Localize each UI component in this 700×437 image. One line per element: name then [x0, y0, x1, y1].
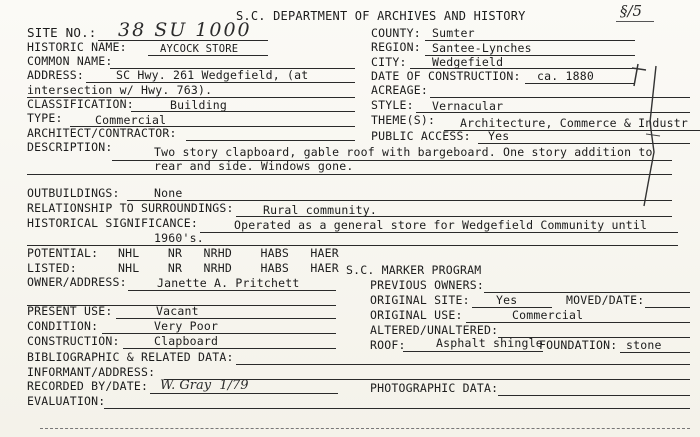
potential-options: NHL NR NRHD HABS HAER — [118, 246, 339, 260]
region-label: REGION: — [371, 40, 421, 54]
evaluation-line — [104, 408, 690, 409]
foundation-value: stone — [626, 338, 662, 352]
city-value: Wedgefield — [432, 55, 504, 69]
architect-line — [186, 140, 355, 141]
original-use-value: Commercial — [512, 308, 584, 322]
informant-label: INFORMANT/ADDRESS: — [27, 365, 156, 379]
type-label: TYPE: — [27, 111, 63, 125]
present-use-line — [116, 318, 336, 319]
moved-date-line — [645, 307, 690, 308]
relationship-label: RELATIONSHIP TO SURROUNDINGS: — [27, 201, 234, 215]
construction-value: Clapboard — [154, 334, 219, 348]
classification-line — [131, 111, 355, 112]
region-value: Santee-Lynches — [432, 41, 532, 55]
relationship-value: Rural community. — [263, 203, 377, 217]
significance-line-2: 1960's. — [154, 231, 204, 245]
date-of-construction-value: ca. 1880 — [537, 69, 594, 83]
roof-value: Asphalt shingle — [436, 336, 543, 350]
bibliographic-line — [236, 364, 690, 365]
historic-name-value: AYCOCK STORE — [160, 43, 239, 55]
description-line-2: rear and side. Windows gone. — [154, 159, 354, 173]
site-no-value: 38 SU 1000 — [118, 19, 252, 41]
card-bottom-edge — [40, 428, 690, 429]
county-value: Sumter — [432, 26, 475, 40]
evaluation-label: EVALUATION: — [27, 394, 106, 408]
style-label: STYLE: — [371, 98, 414, 112]
address-label: ADDRESS: — [27, 68, 84, 82]
handwritten-stroke-3 — [646, 134, 660, 136]
style-value: Vernacular — [432, 99, 504, 113]
handwritten-corner-mark: §/5 — [620, 2, 643, 20]
original-site-value: Yes — [496, 293, 518, 307]
bibliographic-label: BIBLIOGRAPHIC & RELATED DATA: — [27, 350, 234, 364]
relationship-line — [236, 216, 672, 217]
foundation-line — [620, 352, 690, 353]
recorded-by-line — [150, 393, 338, 394]
roof-label: ROOF: — [370, 338, 406, 352]
date-of-construction-label: DATE OF CONSTRUCTION: — [371, 69, 521, 83]
present-use-label: PRESENT USE: — [27, 304, 113, 318]
architect-label: ARCHITECT/CONTRACTOR: — [27, 126, 177, 140]
previous-owners-label: PREVIOUS OWNERS: — [370, 278, 484, 292]
description-line-1: Two story clapboard, gable roof with bargeboard. One story addition to — [154, 145, 653, 159]
card-title: S.C. DEPARTMENT OF ARCHIVES AND HISTORY — [236, 9, 526, 23]
county-label: COUNTY: — [371, 26, 421, 40]
corner-mark-underline — [616, 21, 654, 22]
owner-line — [128, 290, 336, 291]
roof-line — [403, 351, 543, 352]
site-no-label: SITE NO.: — [27, 25, 97, 40]
recorded-by-label: RECORDED BY/DATE: — [27, 379, 149, 393]
potential-label: POTENTIAL: — [27, 246, 99, 260]
photographic-label: PHOTOGRAPHIC DATA: — [370, 381, 499, 395]
construction-label: CONSTRUCTION: — [27, 334, 120, 348]
condition-line — [102, 333, 336, 334]
photographic-line — [498, 395, 690, 396]
significance-label: HISTORICAL SIGNIFICANCE: — [27, 216, 198, 230]
condition-label: CONDITION: — [27, 319, 99, 333]
city-label: CITY: — [371, 55, 407, 69]
handwritten-stroke-1 — [632, 64, 646, 86]
original-site-label: ORIGINAL SITE: — [370, 293, 470, 307]
listed-options: NHL NR NRHD HABS HAER — [118, 261, 339, 275]
handwritten-stroke-2 — [644, 66, 656, 206]
outbuildings-label: OUTBUILDINGS: — [27, 186, 120, 200]
address-value-2: intersection w/ Hwy. 763). — [27, 83, 213, 97]
owner-value: Janette A. Pritchett — [157, 276, 300, 290]
historic-name-label: HISTORIC NAME: — [27, 40, 127, 54]
foundation-label: FOUNDATION: — [539, 338, 618, 352]
significance-rule-1 — [200, 232, 678, 233]
description-rule-2 — [27, 174, 672, 175]
marker-program-label: S.C. MARKER PROGRAM — [346, 263, 482, 277]
themes-value: Architecture, Commerce & Industr — [460, 116, 688, 130]
classification-label: CLASSIFICATION: — [27, 97, 134, 111]
condition-value: Very Poor — [154, 319, 219, 333]
public-access-label: PUBLIC ACCESS: — [371, 129, 471, 143]
present-use-value: Vacant — [156, 304, 199, 318]
historic-name-line — [148, 55, 268, 56]
original-use-line — [466, 322, 690, 323]
address-value-1: SC Hwy. 261 Wedgefield, (at — [116, 68, 309, 82]
public-access-value: Yes — [488, 129, 510, 143]
original-use-label: ORIGINAL USE: — [370, 308, 463, 322]
construction-line — [123, 348, 336, 349]
moved-date-label: MOVED/DATE: — [566, 293, 645, 307]
recorded-by-value: W. Gray 1/79 — [160, 378, 249, 393]
common-name-label: COMMON NAME: — [27, 54, 113, 68]
themes-label: THEME(S): — [371, 113, 436, 127]
altered-label: ALTERED/UNALTERED: — [370, 323, 499, 337]
owner-label: OWNER/ADDRESS: — [27, 275, 127, 289]
outbuildings-value: None — [154, 186, 183, 200]
significance-line-1: Operated as a general store for Wedgefield Community until — [234, 218, 648, 232]
acreage-label: ACREAGE: — [371, 83, 428, 97]
type-value: Commercial — [95, 113, 167, 127]
handwritten-margin-stroke — [610, 56, 670, 216]
description-label: DESCRIPTION: — [27, 140, 113, 154]
listed-label: LISTED: — [27, 261, 77, 275]
classification-value: Building — [170, 98, 227, 112]
